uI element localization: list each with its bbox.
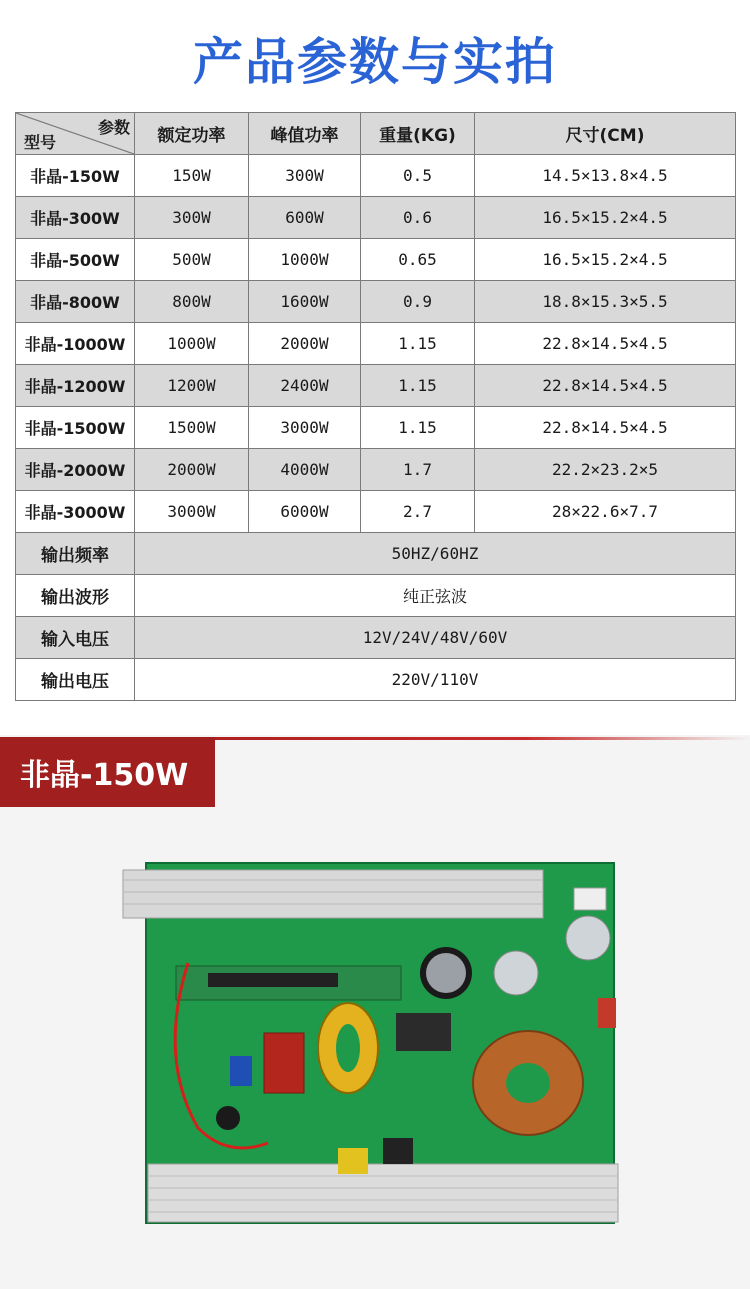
model-cell: 非晶-1200W [16, 365, 135, 407]
peak-power-cell: 1600W [249, 281, 361, 323]
rated-power-cell: 1000W [135, 323, 249, 365]
weight-cell: 2.7 [361, 491, 475, 533]
corner-param-label: 参数 [97, 118, 130, 137]
peak-power-cell: 2400W [249, 365, 361, 407]
peak-power-cell: 1000W [249, 239, 361, 281]
table-row [16, 155, 736, 197]
model-cell: 非晶-1500W [16, 407, 135, 449]
weight-cell: 1.7 [361, 449, 475, 491]
header-rated-power: 额定功率 [135, 113, 249, 155]
rated-power-cell: 500W [135, 239, 249, 281]
peak-power-cell: 300W [249, 155, 361, 197]
model-cell: 非晶-1000W [16, 323, 135, 365]
spec-row-frequency [16, 533, 736, 575]
size-cell: 28×22.6×7.7 [475, 491, 736, 533]
spec-row-output-voltage [16, 659, 736, 701]
weight-cell: 0.9 [361, 281, 475, 323]
model-cell: 非晶-3000W [16, 491, 135, 533]
rated-power-cell: 150W [135, 155, 249, 197]
model-cell: 非晶-300W [16, 197, 135, 239]
model-cell: 非晶-150W [16, 155, 135, 197]
spec-label: 输出波形 [16, 575, 135, 617]
size-cell: 18.8×15.3×5.5 [475, 281, 736, 323]
weight-cell: 1.15 [361, 365, 475, 407]
peak-power-cell: 600W [249, 197, 361, 239]
corner-header [16, 113, 135, 155]
size-cell: 16.5×15.2×4.5 [475, 239, 736, 281]
spec-value: 12V/24V/48V/60V [135, 617, 736, 659]
model-cell: 非晶-2000W [16, 449, 135, 491]
table-row [16, 449, 736, 491]
rated-power-cell: 2000W [135, 449, 249, 491]
header-size: 尺寸(CM) [475, 113, 736, 155]
size-cell: 22.8×14.5×4.5 [475, 365, 736, 407]
spec-table [15, 112, 736, 701]
spec-row-input-voltage [16, 617, 736, 659]
peak-power-cell: 2000W [249, 323, 361, 365]
weight-cell: 0.6 [361, 197, 475, 239]
page-title: 产品参数与实拍 [193, 33, 557, 91]
table-row [16, 323, 736, 365]
corner-model-label: 型号 [24, 133, 57, 152]
table-row [16, 365, 736, 407]
peak-power-cell: 4000W [249, 449, 361, 491]
spec-label: 输入电压 [16, 617, 135, 659]
circuit-board-photo [118, 858, 638, 1228]
peak-power-cell: 6000W [249, 491, 361, 533]
spec-label: 输出电压 [16, 659, 135, 701]
model-cell: 非晶-500W [16, 239, 135, 281]
rated-power-cell: 1500W [135, 407, 249, 449]
table-row [16, 239, 736, 281]
model-banner: 非晶-150W [0, 737, 215, 807]
size-cell: 22.8×14.5×4.5 [475, 323, 736, 365]
spec-value: 220V/110V [135, 659, 736, 701]
header-peak-power: 峰值功率 [249, 113, 361, 155]
rated-power-cell: 300W [135, 197, 249, 239]
weight-cell: 1.15 [361, 323, 475, 365]
table-row [16, 407, 736, 449]
spec-label: 输出频率 [16, 533, 135, 575]
size-cell: 14.5×13.8×4.5 [475, 155, 736, 197]
model-cell: 非晶-800W [16, 281, 135, 323]
table-row [16, 491, 736, 533]
weight-cell: 0.65 [361, 239, 475, 281]
weight-cell: 1.15 [361, 407, 475, 449]
spec-value: 50HZ/60HZ [135, 533, 736, 575]
size-cell: 22.2×23.2×5 [475, 449, 736, 491]
rated-power-cell: 1200W [135, 365, 249, 407]
table-row [16, 281, 736, 323]
weight-cell: 0.5 [361, 155, 475, 197]
spec-value: 纯正弦波 [135, 575, 736, 617]
size-cell: 22.8×14.5×4.5 [475, 407, 736, 449]
header-weight: 重量(KG) [361, 113, 475, 155]
peak-power-cell: 3000W [249, 407, 361, 449]
rated-power-cell: 800W [135, 281, 249, 323]
table-header-row [16, 113, 736, 155]
spec-row-waveform [16, 575, 736, 617]
rated-power-cell: 3000W [135, 491, 249, 533]
table-row [16, 197, 736, 239]
size-cell: 16.5×15.2×4.5 [475, 197, 736, 239]
